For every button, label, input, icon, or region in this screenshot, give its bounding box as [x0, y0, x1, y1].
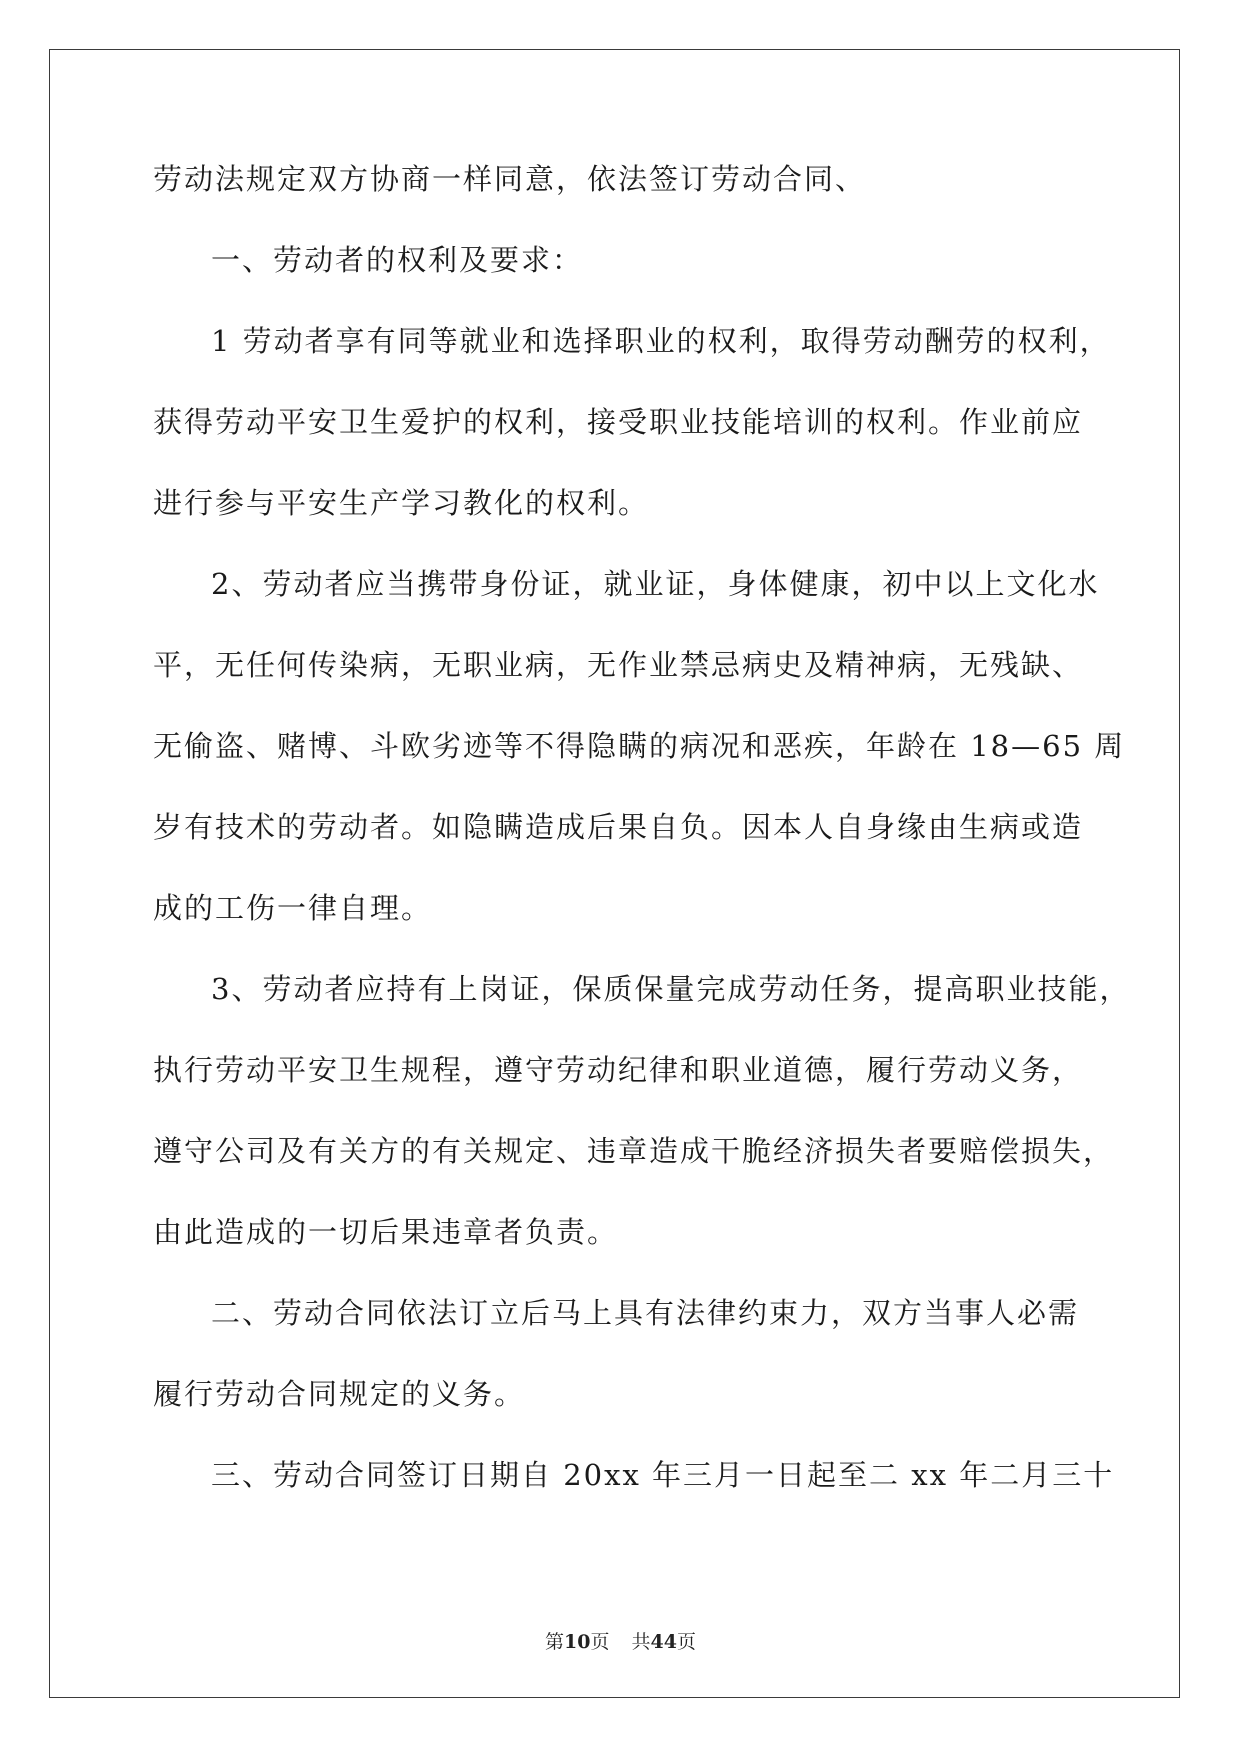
current-page-number: 10 — [564, 1631, 591, 1653]
page-footer — [0, 1631, 1241, 1653]
text-line: 二、劳动合同依法订立后马上具有法律约束力，双方当事人必需 — [211, 1296, 1080, 1330]
text-line: 3、劳动者应持有上岗证，保质保量完成劳动任务，提高职业技能， — [211, 972, 1131, 1006]
text-line: 平，无任何传染病，无职业病，无作业禁忌病史及精神病，无残缺、 — [153, 648, 1084, 682]
text-line: 2、劳动者应当携带身份证，就业证，身体健康，初中以上文化水 — [211, 567, 1100, 601]
text-line: 劳动法规定双方协商一样同意，依法签订劳动合同、 — [153, 162, 867, 196]
text-line: 进行参与平安生产学习教化的权利。 — [153, 486, 650, 520]
text-line: 无偷盗、赌博、斗欧劣迹等不得隐瞒的病况和恶疾，年龄在 18—65 周 — [153, 729, 1126, 763]
text-line: 获得劳动平安卫生爱护的权利，接受职业技能培训的权利。作业前应 — [153, 405, 1084, 439]
total-pages-number: 44 — [650, 1631, 677, 1653]
footer-total-suffix: 页 — [676, 1631, 696, 1653]
footer-page-suffix: 页 — [590, 1631, 610, 1653]
text-line: 履行劳动合同规定的义务。 — [153, 1377, 526, 1411]
document-body — [153, 162, 1131, 1542]
text-line: 执行劳动平安卫生规程，遵守劳动纪律和职业道德，履行劳动义务， — [153, 1053, 1084, 1087]
text-line: 一、劳动者的权利及要求： — [211, 243, 584, 277]
footer-prefix: 第 — [545, 1631, 565, 1653]
text-line: 三、劳动合同签订日期自 20xx 年三月一日起至二 xx 年二月三十 — [211, 1458, 1115, 1492]
text-line: 遵守公司及有关方的有关规定、违章造成干脆经济损失者要赔偿损失， — [153, 1134, 1115, 1168]
text-line: 成的工伤一律自理。 — [153, 891, 433, 925]
text-line: 1 劳动者享有同等就业和选择职业的权利，取得劳动酬劳的权利， — [211, 324, 1111, 358]
text-line: 由此造成的一切后果违章者负责。 — [153, 1215, 619, 1249]
footer-total-prefix: 共 — [631, 1631, 651, 1653]
text-line: 岁有技术的劳动者。如隐瞒造成后果自负。因本人自身缘由生病或造 — [153, 810, 1084, 844]
